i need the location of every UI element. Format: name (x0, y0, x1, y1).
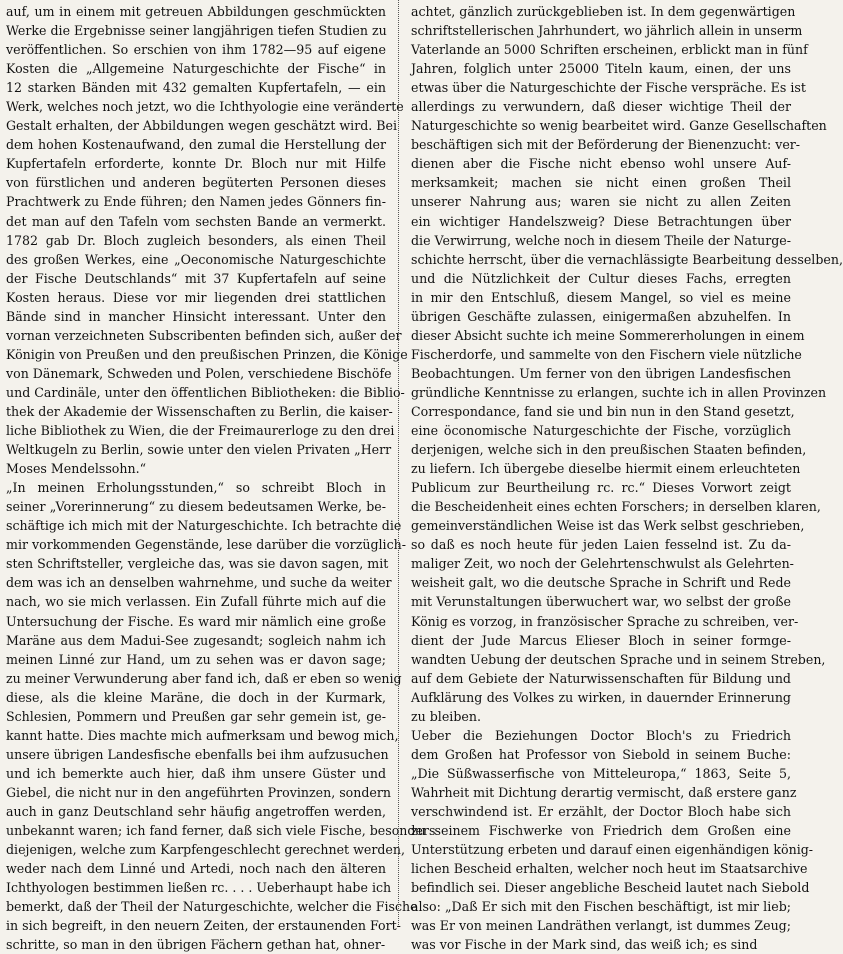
text-line: Naturgeschichte so wenig bearbeitet wird. Ganze Gesellschaften (411, 118, 827, 134)
text-line: Unterstützung erbeten und darauf einen eigenhändigen könig- (411, 842, 814, 858)
text-line: Werk, welches noch jetzt, wo die Ichthyologie eine veränderte (6, 99, 404, 115)
text-line: Königin von Preußen und den preußischen Prinzen, die Könige (6, 346, 408, 362)
text-line: der Fische Deutschlands“ mit 37 Kupfertafeln auf seine (6, 270, 386, 286)
text-line: beschäftigen sich mit der Beförderung der Bienenzucht: ver- (411, 137, 801, 153)
text-line: unbekannt waren; ich fand ferner, daß sich viele Fische, besonders (6, 823, 436, 839)
text-line: und die Nützlichkeit der Cultur dieses Fachs, erregten (411, 270, 791, 286)
text-line: seiner „Vorerinnerung“ zu diesem bedeutsamen Werke, be- (6, 499, 386, 515)
text-line: unsere übrigen Landesfische ebenfalls bei ihm aufzusuchen (6, 746, 389, 762)
text-line: dem was ich an denselben wahrnehme, und suche da weiter (6, 575, 392, 591)
text-line: die Verwirrung, welche noch in diesem Theile der Naturge- (411, 232, 791, 248)
text-line: sten Schriftsteller, vergleiche das, was sie davon sagen, mit (6, 556, 389, 572)
text-line: allerdings zu verwundern, daß dieser wichtige Theil der (411, 99, 791, 115)
text-line: etwas über die Naturgeschichte der Fische verspräche. Es ist (411, 80, 806, 96)
text-line: Ichthyologen bestimmen ließen rc. . . . Ueberhaupt habe ich (6, 880, 392, 896)
text-line: Jahren, folglich unter 25000 Titeln kaum, einen, der uns (411, 61, 791, 77)
text-line: schriftstellerischen Jahrhundert, wo jährlich allein in unserm (411, 23, 803, 39)
text-line: verschwindend ist. Er erzählt, der Doctor Bloch habe sich (411, 803, 791, 819)
text-line: König es vorzog, in französischer Sprache zu schreiben, ver- (411, 613, 799, 629)
text-line: die Bescheidenheit eines echten Forschers; in derselben klaren, (411, 499, 821, 515)
text-line: Wahrheit mit Dichtung derartig vermischt, daß erstere ganz (411, 784, 797, 800)
text-line: maliger Zeit, wo noch der Gelehrtenschwulst als Gelehrten- (411, 556, 794, 572)
text-line: Beobachtungen. Um ferner von den übrigen Landesfischen (411, 365, 791, 381)
text-line: veröffentlichen. So erschien von ihm 1782—95 auf eigene (6, 42, 386, 58)
text-line: schritte, so man in den übrigen Fächern gethan hat, ohner- (6, 937, 386, 953)
text-line: diese, als die kleine Maräne, die doch in der Kurmark, (6, 689, 386, 705)
text-line: weisheit galt, wo die deutsche Sprache in Schrift und Rede (411, 575, 791, 591)
text-line: zu bleiben. (411, 708, 481, 724)
text-line: Schlesien, Pommern und Preußen gar sehr gemein ist, ge- (6, 708, 386, 724)
text-line: was vor Fische in der Mark sind, das weiß ich; es sind (411, 937, 758, 953)
text-line: Publicum zur Beurtheilung rc. rc.“ Dieses Vorwort zeigt (411, 480, 791, 496)
text-line: dienen aber die Fische nicht ebenso wohl unsere Auf- (411, 156, 791, 172)
text-line: schäftige ich mich mit der Naturgeschichte. Ich betrachte die (6, 518, 402, 534)
text-line: Kupfertafeln erforderte, konnte Dr. Bloch nur mit Hilfe (6, 156, 386, 172)
right-column (411, 2, 843, 954)
text-line: Maräne aus dem Madui-See zugesandt; sogleich nahm ich (6, 632, 386, 648)
text-line: befindlich sei. Dieser angebliche Bescheid lautet nach Siebold (411, 880, 810, 896)
text-line: det man auf den Tafeln vom sechsten Bande an vermerkt. (6, 213, 386, 229)
text-line: zu meiner Verwunderung aber fand ich, daß er eben so wenig (6, 670, 402, 686)
text-line: eine öconomische Naturgeschichte der Fische, vorzüglich (411, 423, 791, 439)
text-line: wandten Uebung der deutschen Sprache und in seinem Streben, (411, 651, 826, 667)
text-line: von fürstlichen und anderen begüterten Personen dieses (6, 175, 386, 191)
text-line: auf dem Gebiete der Naturwissenschaften für Bildung und (411, 670, 791, 686)
text-line: Ueber die Beziehungen Doctor Bloch's zu Friedrich (411, 727, 791, 743)
text-line: zu liefern. Ich übergebe dieselbe hiermit einem erleuchteten (411, 461, 801, 477)
text-line: nach, wo sie mich verlassen. Ein Zufall führte mich auf die (6, 594, 386, 610)
text-line: Moses Mendelssohn.“ (6, 461, 147, 477)
text-line: Gestalt erhalten, der Abbildungen wegen geschätzt wird. Bei (6, 118, 398, 134)
text-line: Fischerdorfe, und sammelte von den Fischern viele nützliche (411, 346, 802, 362)
text-line: Correspondance, fand sie und bin nun in den Stand gesetzt, (411, 403, 795, 419)
text-line: thek der Akademie der Wissenschaften zu Berlin, die kaiser- (6, 403, 393, 419)
text-line: und ich bemerkte auch hier, daß ihm unsere Güster und (6, 765, 386, 781)
text-line: bemerkt, daß der Theil der Naturgeschichte, welcher die Fische (6, 899, 418, 915)
text-line: unserer Nahrung aus; waren sie nicht zu allen Zeiten (411, 194, 791, 210)
text-line: Kosten die „Allgemeine Naturgeschichte der Fische“ in (6, 61, 386, 77)
text-line: vornan verzeichneten Subscribenten befinden sich, außer der (6, 327, 402, 343)
text-line: derjenigen, welche sich in den preußischen Staaten befinden, (411, 442, 807, 458)
text-line: von Dänemark, Schweden und Polen, verschiedene Bischöfe (6, 365, 392, 381)
text-line: gründliche Kenntnisse zu erlangen, suchte ich in allen Provinzen (411, 384, 827, 400)
column-divider (398, 0, 399, 925)
text-line: merksamkeit; machen sie nicht einen großen Theil (411, 175, 791, 191)
text-line: und Cardinäle, unter den öffentlichen Bibliotheken: die Biblio- (6, 384, 405, 400)
text-line: ein wichtiger Handelszweig? Diese Betrachtungen über (411, 213, 791, 229)
text-line: zu seinem Fischwerke von Friedrich dem Großen eine (411, 823, 791, 839)
text-line: achtet, gänzlich zurückgeblieben ist. In dem gegenwärtigen (411, 4, 796, 19)
text-line: also: „Daß Er sich mit den Fischen beschäftigt, ist mir lieb; (411, 899, 791, 915)
text-line: dieser Absicht suchte ich meine Sommererholungen in einem (411, 327, 805, 343)
text-line: dem hohen Kostenaufwand, den zumal die Herstellung der (6, 137, 386, 153)
text-line: 12 starken Bänden mit 432 gemalten Kupfertafeln, — ein (6, 80, 386, 96)
text-line: dem Großen hat Professor von Siebold in seinem Buche: (411, 746, 791, 762)
left-column (6, 2, 436, 954)
text-line: „Die Süßwasserfische von Mitteleuropa,“ 1863, Seite 5, (411, 765, 791, 781)
text-line: diejenigen, welche zum Karpfengeschlecht gerechnet werden, (6, 842, 405, 858)
text-line: mir vorkommenden Gegenstände, lese darüber die vorzüglich- (6, 537, 406, 553)
text-line: Weltkugeln zu Berlin, sowie unter den vielen Privaten „Herr (6, 442, 392, 458)
text-line: Untersuchung der Fische. Es ward mir nämlich eine große (6, 613, 386, 629)
text-line: gemeinverständlichen Weise ist das Werk selbst geschrieben, (411, 518, 805, 534)
text-line: „In meinen Erholungsstunden,“ so schreibt Bloch in (6, 480, 386, 496)
text-line: Prachtwerk zu Ende führen; den Namen jedes Gönners fin- (6, 194, 386, 210)
text-line: Aufklärung des Volkes zu wirken, in dauernder Erinnerung (411, 689, 791, 705)
text-line: Vaterlande an 5000 Schriften erscheinen, erblickt man in fünf (411, 42, 808, 58)
text-line: mit Verunstaltungen überwuchert war, wo selbst der große (411, 594, 791, 610)
text-line: Werke die Ergebnisse seiner langjährigen tiefen Studien zu (6, 23, 387, 39)
text-line: weder nach dem Linné und Artedi, noch nach den älteren (6, 861, 386, 877)
text-line: in sich begreift, in den neuern Zeiten, der erstaunenden Fort- (6, 918, 401, 934)
text-line: Kosten heraus. Diese vor mir liegenden drei stattlichen (6, 289, 386, 305)
text-line: des großen Werkes, eine „Oeconomische Naturgeschichte (6, 251, 386, 267)
text-line: dient der Jude Marcus Elieser Bloch in seiner formge- (411, 632, 791, 648)
text-line: Bände sind in mancher Hinsicht interessant. Unter den (6, 308, 386, 324)
text-line: auf, um in einem mit getreuen Abbildungen geschmückten (6, 4, 386, 19)
text-line: liche Bibliothek zu Wien, die der Freimaurerloge zu den drei (6, 423, 395, 439)
text-line: Giebel, die nicht nur in den angeführten Provinzen, sondern (6, 784, 392, 800)
text-line: in mir den Entschluß, diesem Mangel, so viel es meine (411, 289, 791, 305)
text-line: was Er von meinen Landräthen verlangt, ist dummes Zeug; (411, 918, 791, 934)
text-line: so daß es noch heute für jeden Laien fesselnd ist. Zu da- (411, 537, 791, 553)
text-line: übrigen Geschäfte zulassen, einigermaßen abzuhelfen. In (411, 308, 791, 324)
text-line: schichte herrscht, über die vernachlässigte Bearbeitung desselben, (411, 251, 843, 267)
text-line: auch in ganz Deutschland sehr häufig angetroffen werden, (6, 803, 386, 819)
text-line: lichen Bescheid erhalten, welcher noch heut im Staatsarchive (411, 861, 808, 877)
text-line: 1782 gab Dr. Bloch zugleich besonders, als einen Theil (6, 232, 386, 248)
text-line: kannt hatte. Dies machte mich aufmerksam und bewog mich, (6, 727, 399, 743)
text-line: meinen Linné zur Hand, um zu sehen was er davon sage; (6, 651, 386, 667)
